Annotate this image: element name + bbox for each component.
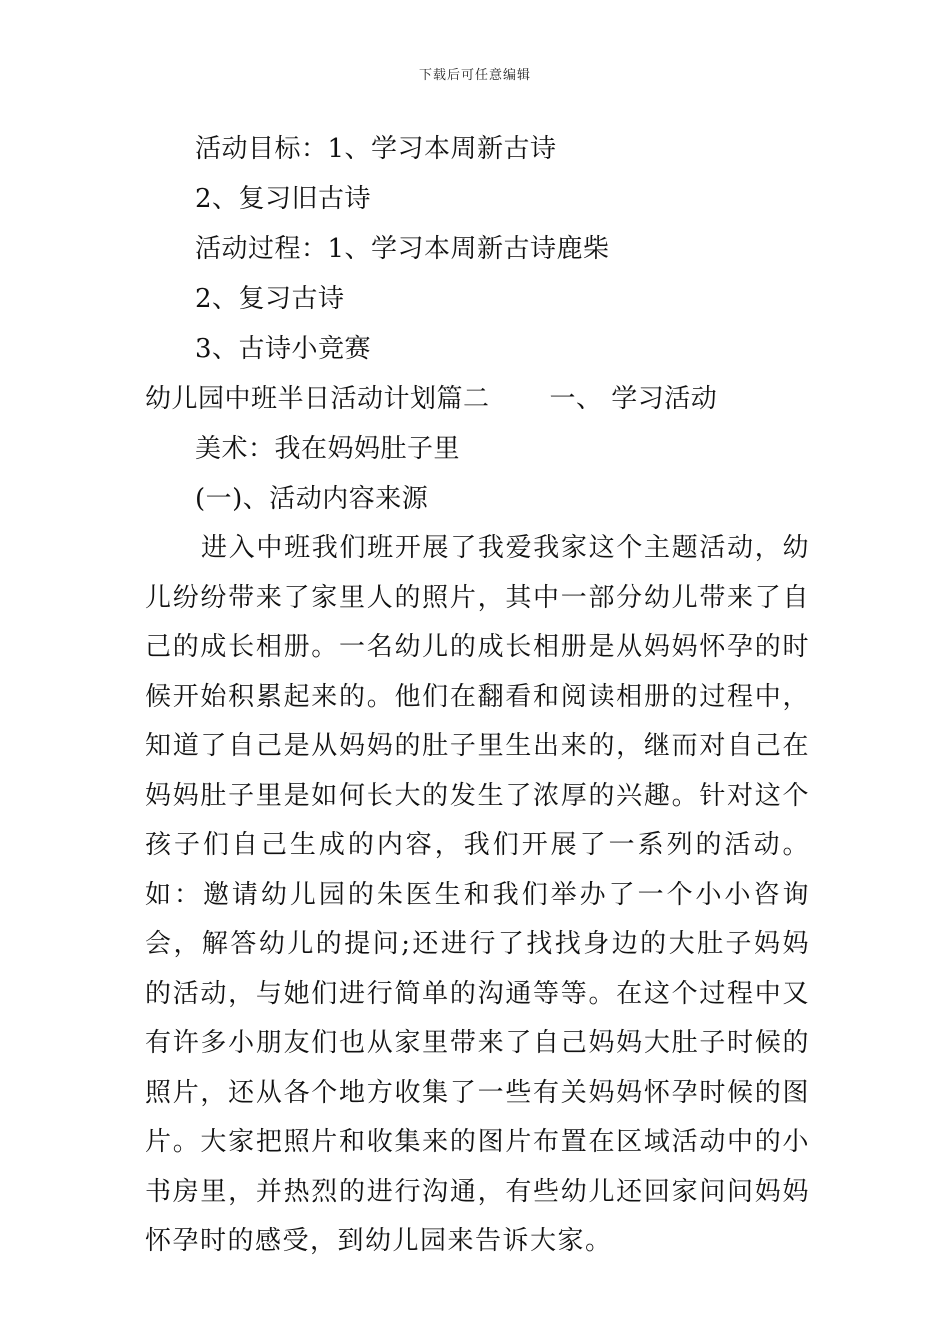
- process-item-3: 3、古诗小竞赛: [195, 334, 372, 364]
- activity-process-line: 活动过程：1、学习本周新古诗鹿柴: [195, 234, 610, 264]
- document-body: [145, 124, 810, 1267]
- subject-line: 美术：我在妈妈肚子里: [195, 434, 461, 464]
- sub-heading: (一)、活动内容来源: [195, 484, 429, 514]
- section-heading: 一、 学习活动: [549, 384, 718, 414]
- body-paragraph: 进入中班我们班开展了我爱我家这个主题活动，幼儿纷纷带来了家里人的照片，其中一部分幼儿带来了自己的成长相册。一名幼儿的成长相册是从妈妈怀孕的时候开始积累起来的。他们在翻看和阅读相册的过程中，知道了自己是从妈妈的肚子里生出来的，继而对自己在妈妈肚子里是如何长大的发生了浓厚的兴趣。针对这个孩子们自己生成的内容，我们开展了一系列的活动。如：邀请幼儿园的朱医生和我们举办了一个小小咨询会，解答幼儿的提问;还进行了找找身边的大肚子妈妈的活动，与她们进行简单的沟通等等。在这个过程中又有许多小朋友们也从家里带来了自己妈妈大肚子时候的照片，还从各个地方收集了一些有关妈妈怀孕时候的图片。大家把照片和收集来的图片布置在区域活动中的小书房里，并热烈的进行沟通，有些幼儿还回家问问妈妈怀孕时的感受，到幼儿园来告诉大家。: [145, 533, 810, 1256]
- process-item-2: 2、复习古诗: [195, 284, 345, 314]
- goal-item-2: 2、复习旧古诗: [195, 184, 372, 214]
- section-title-line: [145, 374, 810, 424]
- activity-goal-line: 活动目标：1、学习本周新古诗: [195, 134, 557, 164]
- header-note: 下载后可任意编辑: [418, 68, 531, 83]
- section-title: 幼儿园中班半日活动计划篇二: [145, 384, 490, 414]
